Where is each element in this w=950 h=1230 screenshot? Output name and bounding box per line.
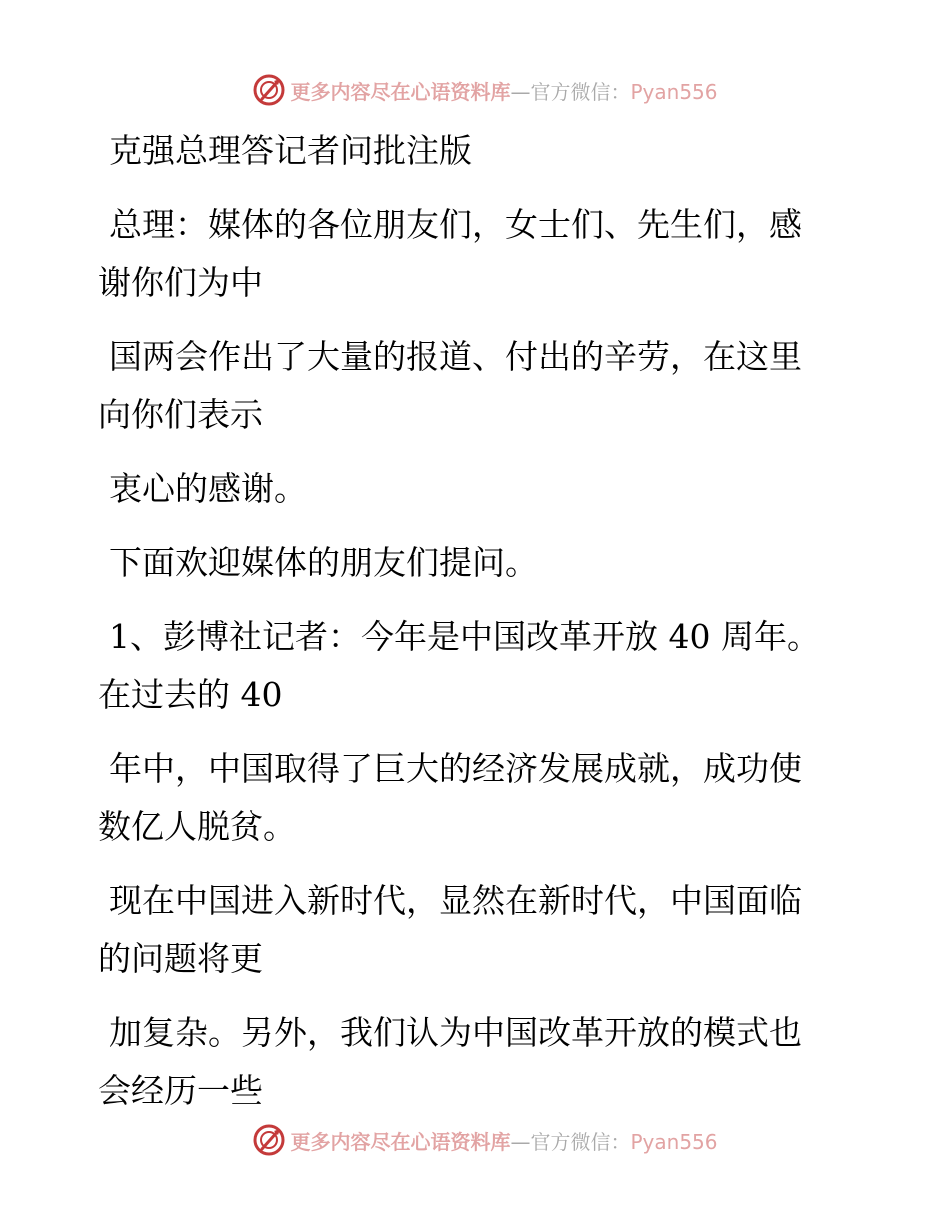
document-body xyxy=(98,122,838,1136)
banner-separator: — xyxy=(510,79,531,104)
banner-wechat-label: 官方微信： xyxy=(530,1129,631,1154)
banner-wechat-id: Pyan556 xyxy=(630,1129,718,1154)
paragraph-6 xyxy=(98,740,838,856)
paragraph-3-line-1: 衷心的感谢。 xyxy=(109,469,307,508)
header-banner-content xyxy=(252,73,717,107)
paragraph-4-line-1: 下面欢迎媒体的朋友们提问。 xyxy=(109,543,538,582)
paragraph-3 xyxy=(98,460,838,518)
paragraph-8-line-1: 加复杂。另外，我们认为中国改革开放的模式也 xyxy=(109,1013,802,1052)
title-text: 克强总理答记者问批注版 xyxy=(109,131,472,170)
paragraph-1-line-1: 总理：媒体的各位朋友们，女士们、先生们，感 xyxy=(109,205,802,244)
paragraph-1 xyxy=(98,196,838,312)
paragraph-5-line-2: 在过去的 40 xyxy=(98,675,283,714)
seal-logo-icon xyxy=(252,73,286,107)
banner-text xyxy=(290,76,717,105)
paragraph-8-line-2: 会经历一些 xyxy=(98,1071,263,1110)
paragraph-7-line-2: 的问题将更 xyxy=(98,939,263,978)
banner-separator: — xyxy=(510,1129,531,1154)
paragraph-5 xyxy=(98,608,838,724)
paragraph-2 xyxy=(98,328,838,444)
seal-logo-icon xyxy=(252,1123,286,1157)
paragraph-2-line-1: 国两会作出了大量的报道、付出的辛劳，在这里 xyxy=(109,337,802,376)
paragraph-7-line-1: 现在中国进入新时代，显然在新时代，中国面临 xyxy=(109,881,802,920)
paragraph-4 xyxy=(98,534,838,592)
paragraph-2-line-2: 向你们表示 xyxy=(98,395,263,434)
paragraph-1-line-2: 谢你们为中 xyxy=(98,263,263,302)
paragraph-7 xyxy=(98,872,838,988)
banner-wechat-id: Pyan556 xyxy=(630,79,718,104)
paragraph-5-line-1: 1、彭博社记者：今年是中国改革开放 40 周年。 xyxy=(109,617,820,656)
paragraph-8 xyxy=(98,1004,838,1120)
footer-banner xyxy=(0,1120,950,1160)
paragraph-6-line-1: 年中，中国取得了巨大的经济发展成就，成功使 xyxy=(109,749,802,788)
banner-main-text: 更多内容尽在心语资料库 xyxy=(290,79,511,104)
footer-banner-content xyxy=(252,1123,717,1157)
banner-main-text: 更多内容尽在心语资料库 xyxy=(290,1129,511,1154)
paragraph-6-line-2: 数亿人脱贫。 xyxy=(98,807,296,846)
document-title xyxy=(98,122,838,180)
header-banner xyxy=(0,70,950,110)
banner-wechat-label: 官方微信： xyxy=(530,79,631,104)
banner-text xyxy=(290,1126,717,1155)
